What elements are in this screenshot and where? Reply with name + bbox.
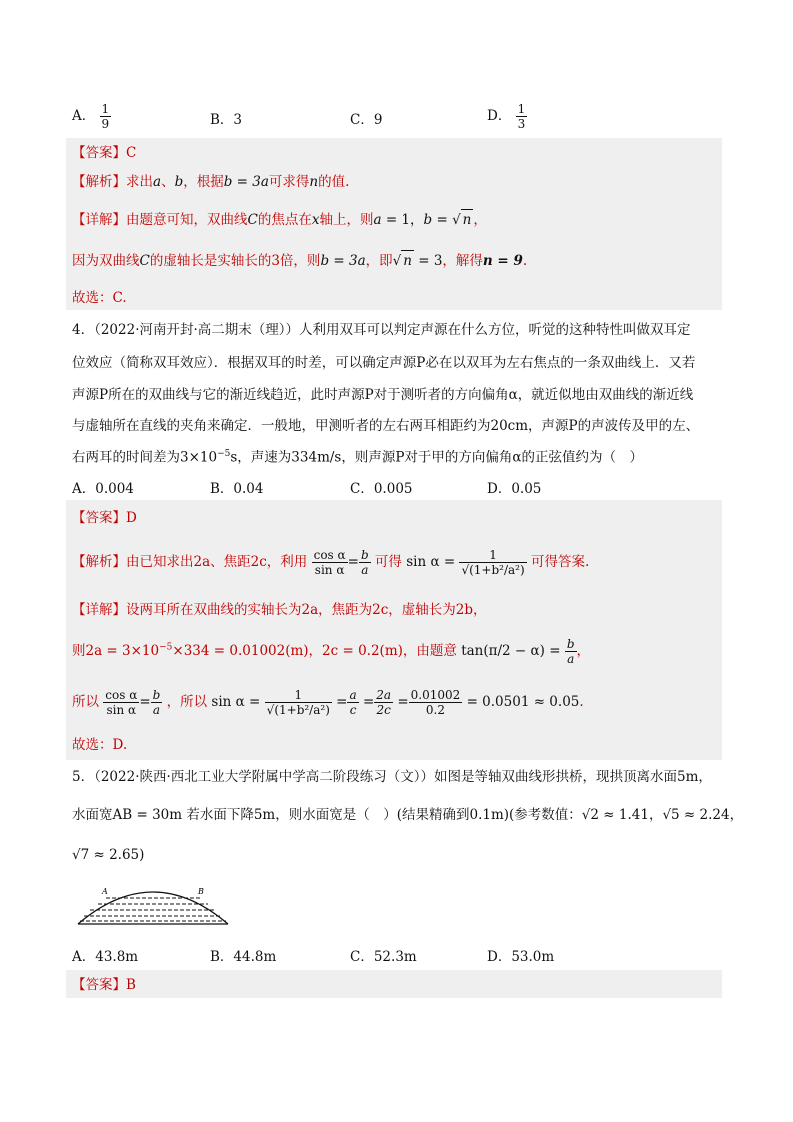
- q5-stem-3: √7 ≈ 2.65): [72, 847, 145, 863]
- q4-option-a: A．0.004: [72, 481, 134, 497]
- q4-stem-4: 与虚轴所在直线的夹角来确定．一般地，甲测听者的左右两耳相距约为20cm，声源P的声波传及甲的左、: [72, 418, 700, 434]
- q4-option-b: B．0.04: [210, 481, 264, 497]
- q3-option-c: C．9: [350, 112, 383, 128]
- q3-option-d: D． $\frac{1}{3}$: [487, 102, 526, 131]
- q3-choose: 故选：C.: [72, 290, 127, 306]
- q3-detail-line1: 【详解】由题意可知，双曲线C的焦点在x轴上，则a = 1，b = √ n ，: [72, 209, 487, 230]
- q3-detail-line2: 因为双曲线C的虚轴长是实轴长的3倍，则b = 3a，即√ n = 3，解得n = 9.: [72, 250, 527, 271]
- q3-option-b: B．3: [210, 112, 243, 128]
- q4-answer: 【答案】D: [72, 510, 137, 526]
- q4-choose: 故选：D.: [72, 737, 128, 753]
- point-b-label: B: [198, 887, 204, 896]
- q3-analysis: 【解析】求出a、b，根据b = 3a可求得n的值.: [72, 174, 350, 190]
- q5-answer-block: [66, 970, 722, 998]
- q5-answer: 【答案】B: [72, 977, 136, 993]
- q5-stem-2: 水面宽AB = 30m 若水面下降5m，则水面宽是（ ）(结果精确到0.1m)(参考数值：√2 ≈ 1.41，√5 ≈ 2.24，: [72, 807, 744, 823]
- q3-option-a: A． $\frac{1}{9}$: [72, 102, 110, 131]
- q4-analysis: 【解析】由已知求出2a、焦距2c，利用 $\frac{\text{cos α}}{\text{sin α}}$ = $\frac{b}{a}$ 可得 sin α = $\frac{1}{\text{√(1+b²/a²)}}$ 可得答案.: [72, 548, 590, 577]
- q4-option-c: C．0.005: [350, 481, 413, 497]
- q5-option-b: B．44.8m: [210, 949, 277, 965]
- q4-answer-block: [66, 500, 722, 760]
- q5-option-c: C．52.3m: [350, 949, 417, 965]
- q4-stem-1: 4．（2022·河南开封·高二期末（理））人利用双耳可以判定声源在什么方位，听觉的这种特性叫做双耳定: [72, 322, 691, 338]
- q4-option-d: D．0.05: [487, 481, 542, 497]
- q4-stem-5: 右两耳的时间差为$3\times 10^{-5}s$，声速为334m/s，则声源P对于甲的方向偏角α的正弦值约为（ ）: [72, 449, 644, 466]
- q5-option-d: D．53.0m: [487, 949, 555, 965]
- q3-answer: 【答案】C: [72, 145, 137, 161]
- q4-detail-line1: 【详解】设两耳所在双曲线的实轴长为2a，焦距为2c，虚轴长为2b，: [72, 602, 487, 618]
- q4-detail-line3: 所以 $\frac{\text{cos α}}{\text{sin α}}$ = $\frac{b}{a}$ ，所以 sin α = $\frac{1}{\text{√(1+b²/a²)}}$ = $\frac{a}{c}$ = $\frac{2a}{2c}$ = $\frac{0.01002}{0.2}$ = 0.0501 ≈ 0.05.: [72, 688, 584, 717]
- q4-detail-line2: 则$2a = 3\times 10^{-5}\times 334 = 0.01002(m)$，2c = 0.2(m)，由题意 tan(π/2 − α) = $\frac{b}{a}$ ，: [72, 637, 590, 666]
- q5-stem-1: 5．（2022·陕西·西北工业大学附属中学高二阶段练习（文））如图是等轴双曲线形拱桥，现拱顶离水面5m，: [72, 769, 712, 785]
- q4-stem-2: 位效应（简称双耳效应）．根据双耳的时差，可以确定声源P必在以双耳为左右焦点的一条双曲线上．又若: [72, 355, 696, 371]
- q4-stem-3: 声源P所在的双曲线与它的渐近线趋近，此时声源P对于测听者的方向偏角α，就近似地由双曲线的渐近线: [72, 387, 694, 403]
- point-a-label: A: [102, 887, 108, 896]
- q5-option-a: A．43.8m: [72, 949, 139, 965]
- arch-bridge-figure: [76, 878, 230, 928]
